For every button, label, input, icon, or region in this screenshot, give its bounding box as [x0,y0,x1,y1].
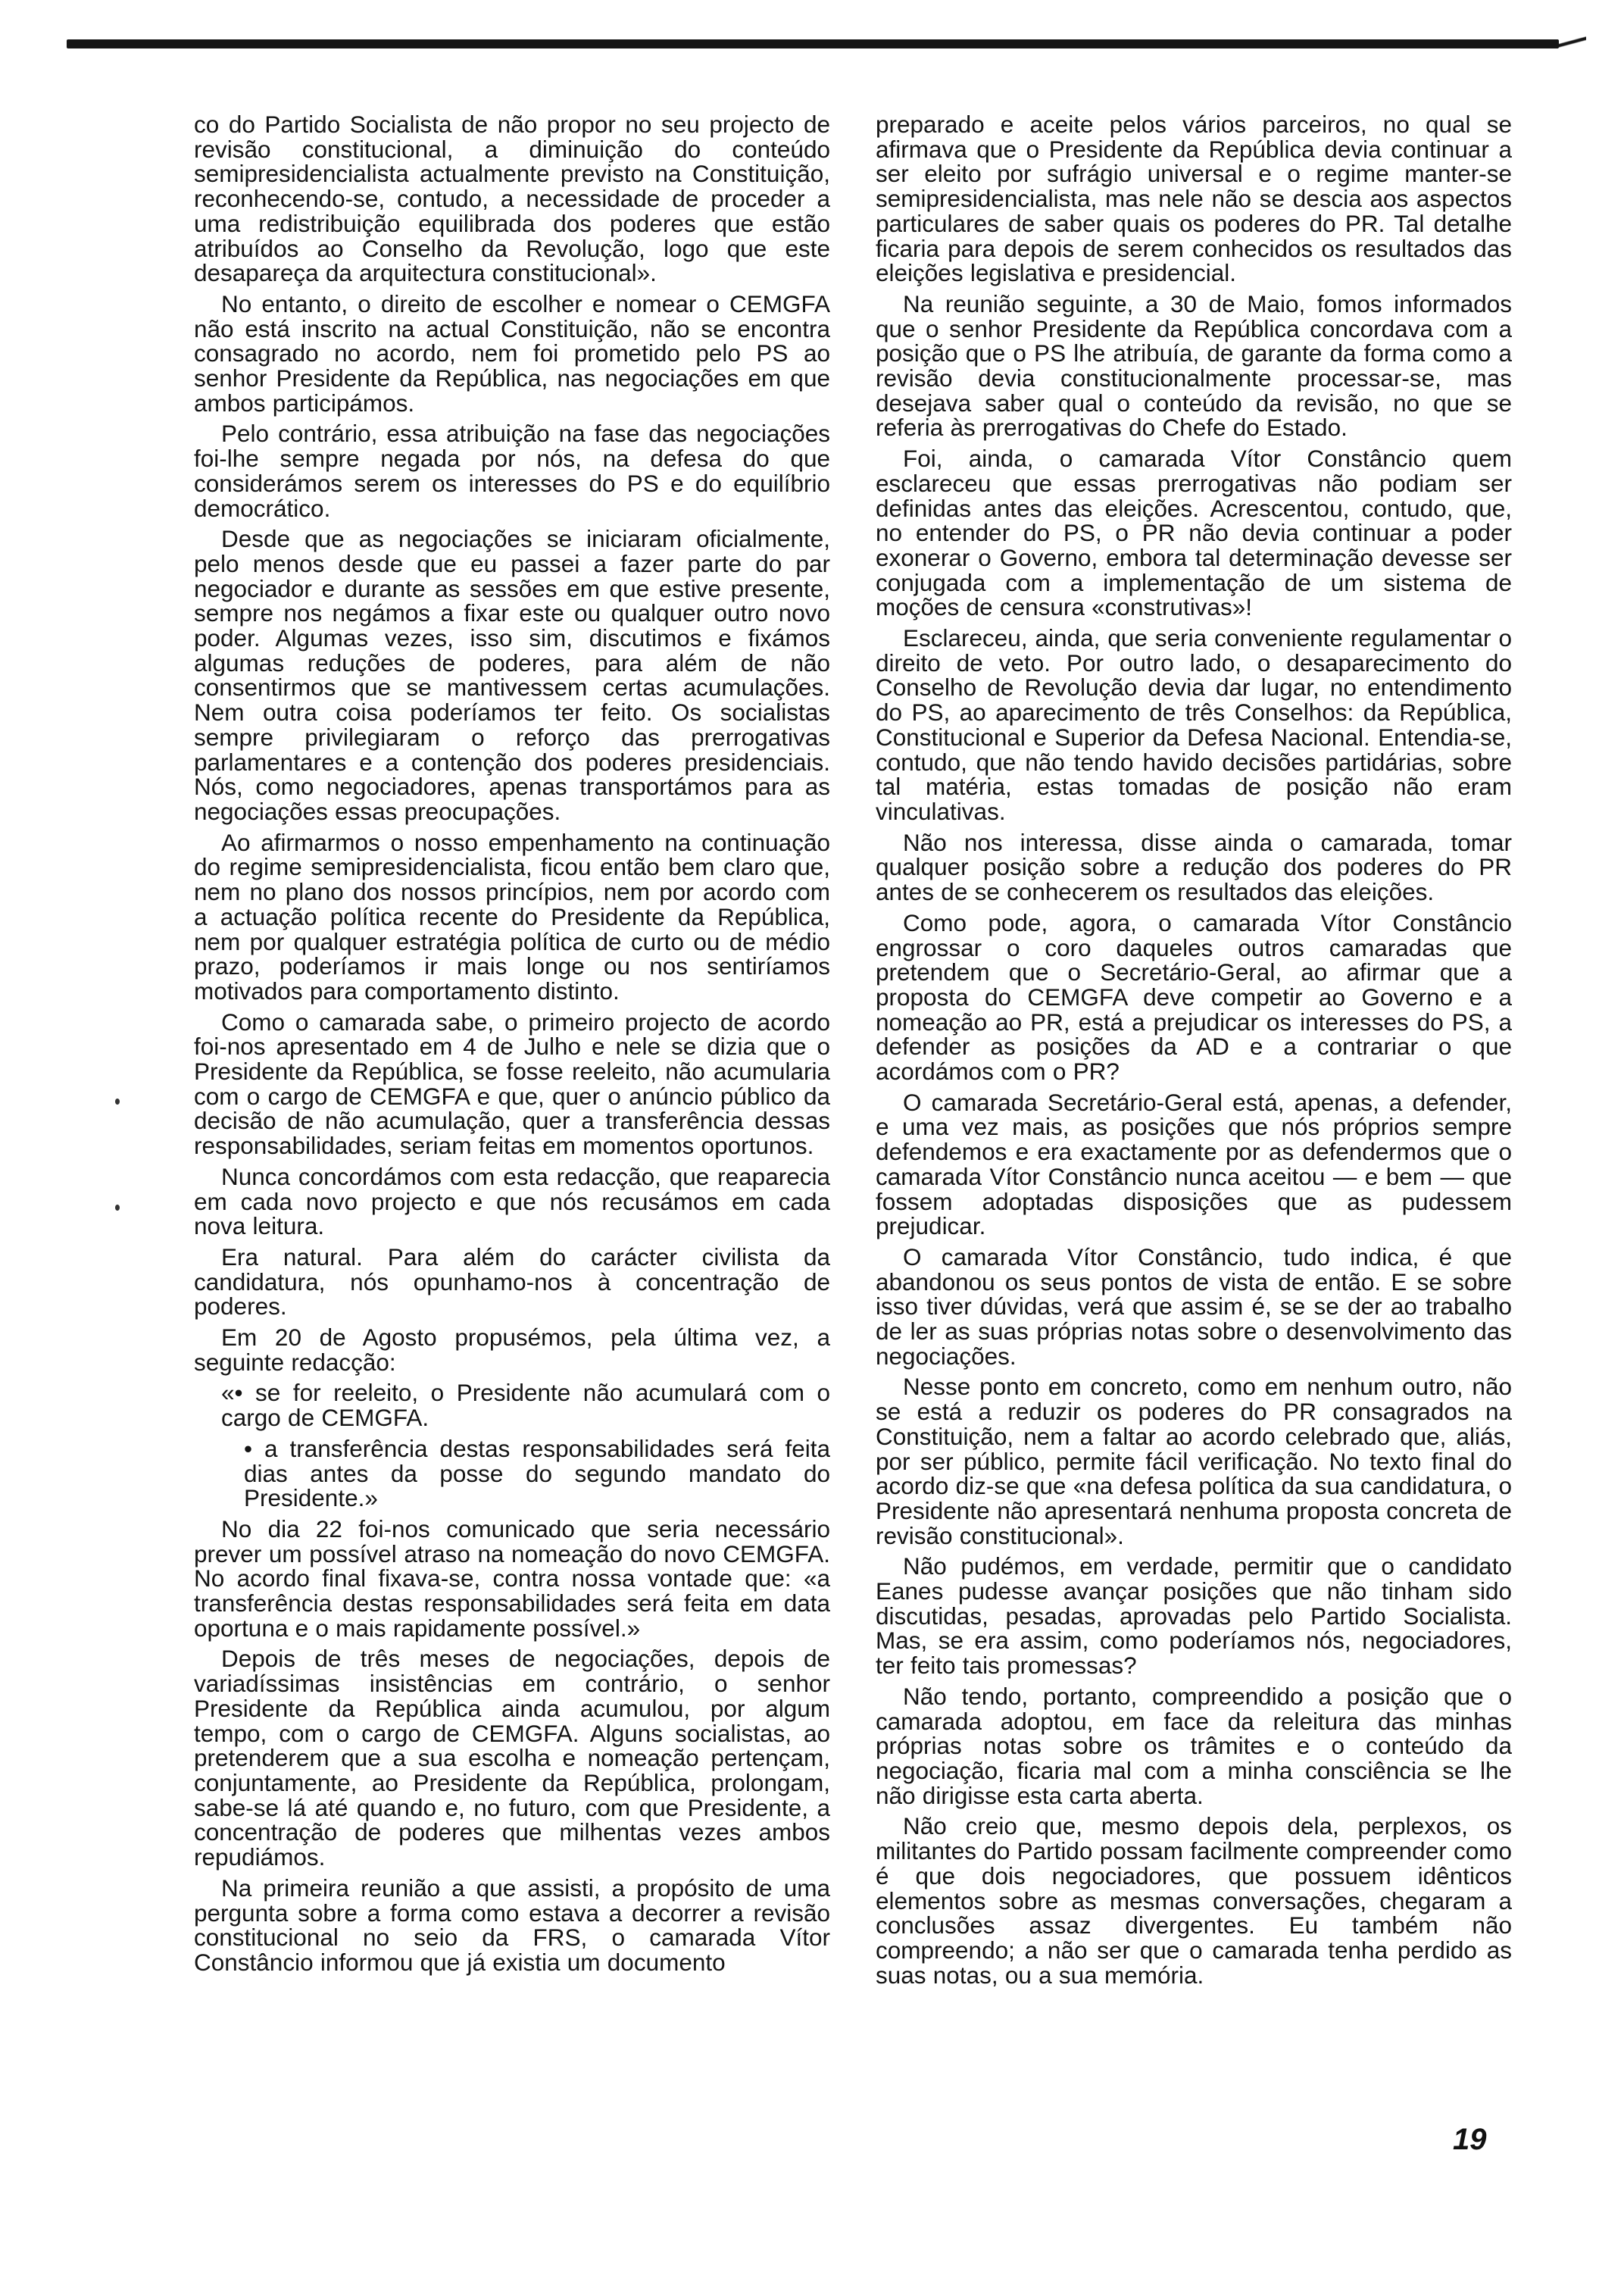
paragraph: Na reunião seguinte, a 30 de Maio, fomos informados que o senhor Presidente da República concordava com a posição que o PS lhe atribuía, de garante da forma como a revisão devia constitucionalmente processar-se, mas desejava saber qual o conteúdo da revisão, no que se referia às prerrogativas do Chefe do Estado. [876,289,1512,442]
paragraph: Nesse ponto em concreto, como em nenhum outro, não se está a reduzir os poderes do PR consagrados na Constituição, nem a faltar ao acordo celebrado que, aliás, por ser público, permite fácil verificação. No texto final do acordo diz-se que «na defesa política da sua candidatura, o Presidente não apresentará nenhuma proposta concreta de revisão constitucional». [876,1373,1512,1549]
right-column [876,112,1512,2173]
paragraph: Como o camarada sabe, o primeiro projecto de acordo foi-nos apresentado em 4 de Julho e nele se dizia que o Presidente da República, se fosse reeleito, não acumularia com o cargo de CEMGFA e que, quer o anúncio público da decisão de não acumulação, quer a transferência dessas responsabilidades, seriam feitas em momentos oportunos. [194,1008,830,1160]
paragraph: Pelo contrário, essa atribuição na fase das negociações foi-lhe sempre negada por nós, na defesa do que considerámos serem os interesses do PS e do equilíbrio democrático. [194,420,830,522]
left-column [194,112,830,2173]
paragraph: Na primeira reunião a que assisti, a propósito de uma pergunta sobre a forma como estava a decorrer a revisão constitucional no seio da FRS, o camarada Vítor Constâncio informou que já existia um documento [194,1874,830,1976]
paragraph: No dia 22 foi-nos comunicado que seria necessário prever um possível atraso na nomeação do novo CEMGFA. No acordo final fixava-se, contra nossa vontade que: «a transferência destas responsabilidades será feita em data oportuna e o mais rapidamente possível.» [194,1514,830,1642]
paragraph: Não tendo, portanto, compreendido a posição que o camarada adoptou, em face da releitura das minhas próprias notas sobre os trâmites e o conteúdo da negociação, ficaria mal com a minha consciência se lhe não dirigisse esta carta aberta. [876,1682,1512,1809]
scan-specks [114,1091,123,1318]
scan-speck [115,1205,120,1211]
quoted-clause: «• se for reeleito, o Presidente não acumulará com o cargo de CEMGFA. [221,1379,830,1432]
paragraph: No entanto, o direito de escolher e nomear o CEMGFA não está inscrito na actual Constituição, não se encontra consagrado no acordo, nem foi prometido pelo PS ao senhor Presidente da República, nas negociações em que ambos participámos. [194,289,830,417]
paragraph: Depois de três meses de negociações, depois de variadíssimas insistências em contrário, o senhor Presidente da República ainda acumulou, por algum tempo, com o cargo de CEMGFA. Alguns socialistas, ao pretenderem que a sua escolha e nomeação pertençam, conjuntamente, ao Presidente da República, prolongam, sabe-se lá até quando e, no futuro, com que Presidente, a concentração de poderes que milhentas vezes ambos repudiámos. [194,1645,830,1871]
top-rule [67,39,1559,48]
paragraph: Ao afirmarmos o nosso empenhamento na continuação do regime semipresidencialista, ficou então bem claro que, nem no plano dos nossos princípios, nem por acordo com a actuação política recente do Presidente da República, nem por qualquer estratégia política de curto ou de médio prazo, poderíamos ir mais longe ou nos sentiríamos motivados para comportamento distinto. [194,828,830,1005]
paragraph: Não creio que, mesmo depois dela, perplexos, os militantes do Partido possam facilmente compreender como é que dois negociadores, que possuem idênticos elementos sobre as mesmas conversações, chegaram a conclusões assaz divergentes. Eu também não compreendo; a não ser que o camarada tenha perdido as suas notas, ou a sua memória. [876,1812,1512,1989]
article-body [194,112,1519,2173]
top-rule-tip [1553,35,1586,48]
quoted-clause: • a transferência destas responsabilidades será feita dias antes da posse do segundo mandato do Presidente.» [244,1434,830,1512]
paragraph: Como pode, agora, o camarada Vítor Constâncio engrossar o coro daqueles outros camaradas que pretendem que o Secretário-Geral, ao afirmar que a proposta do CEMGFA deve competir ao Governo e a nomeação ao PR, está a prejudicar os interesses do PS, a defender as posições da AD e a contrariar o que acordámos com o PR? [876,908,1512,1086]
paragraph: Nunca concordámos com esta redacção, que reaparecia em cada novo projecto e que nós recusámos em cada nova leitura. [194,1162,830,1240]
paragraph: Em 20 de Agosto propusémos, pela última vez, a seguinte redacção: [194,1324,830,1376]
scan-speck [115,1099,120,1105]
paragraph: Não pudémos, em verdade, permitir que o candidato Eanes pudesse avançar posições que não tinham sido discutidas, pesadas, aprovadas pelo Partido Socialista. Mas, se era assim, como poderíamos nós, negociadores, ter feito tais promessas? [876,1552,1512,1680]
paragraph: O camarada Secretário-Geral está, apenas, a defender, e uma vez mais, as posições que nós próprios sempre defendemos e era exactamente por as defendermos que o camarada Vítor Constâncio nunca aceitou — e bem — que fossem adoptadas disposições que as pudessem prejudicar. [876,1088,1512,1240]
page-number: 19 [1453,2123,1487,2156]
paragraph: co do Partido Socialista de não propor no seu projecto de revisão constitucional, a diminuição do conteúdo semipresidencialista actualmente previsto na Constituição, reconhecendo-se, contudo, a necessidade de proceder a uma redistribuição equilibrada dos poderes que estão atribuídos ao Conselho da Revolução, logo que este desapareça da arquitectura constitucional». [194,112,830,287]
paragraph: Não nos interessa, disse ainda o camarada, tomar qualquer posição sobre a redução dos poderes do PR antes de se conhecerem os resultados das eleições. [876,828,1512,906]
paragraph: O camarada Vítor Constâncio, tudo indica, é que abandonou os seus pontos de vista de então. E se sobre isso tiver dúvidas, verá que assim é, se se der ao trabalho de ler as suas próprias notas sobre o desenvolvimento das negociações. [876,1242,1512,1370]
paragraph: preparado e aceite pelos vários parceiros, no qual se afirmava que o Presidente da República devia continuar a ser eleito por sufrágio universal e o regime manter-se semipresidencialista, mas nele não se descia aos aspectos particulares de saber quais os poderes do PR. Tal detalhe ficaria para depois de serem conhecidos os resultados das eleições legislativa e presidencial. [876,112,1512,287]
paragraph: Foi, ainda, o camarada Vítor Constâncio quem esclareceu que essas prerrogativas não podiam ser definidas antes das eleições. Acrescentou, contudo, que, no entender do PS, o PR não devia continuar a poder exonerar o Governo, embora tal determinação devesse ser conjugada com a implementação de um sistema de moções de censura «construtivas»! [876,445,1512,621]
paragraph: Esclareceu, ainda, que seria conveniente regulamentar o direito de veto. Por outro lado, o desaparecimento do Conselho de Revolução devia dar lugar, no entendimento do PS, ao aparecimento de três Conselhos: da República, Constitucional e Superior da Defesa Nacional. Entendia-se, contudo, que não tendo havido decisões partidárias, sobre tal matéria, estas tomadas de posição não eram vinculativas. [876,624,1512,825]
paragraph: Era natural. Para além do carácter civilista da candidatura, nós opunhamo-nos à concentração de poderes. [194,1242,830,1321]
paragraph: Desde que as negociações se iniciaram oficialmente, pelo menos desde que eu passei a fazer parte do par negociador e durante as sessões em que estive presente, sempre nos negámos a fixar este ou qualquer outro novo poder. Algumas vezes, isso sim, discutimos e fixámos algumas reduções de poderes, para além de não consentirmos que se mantivessem certas acumulações. Nem outra coisa poderíamos ter feito. Os socialistas sempre privilegiaram o reforço das prerrogativas parlamentares e a contenção dos poderes presidenciais. Nós, como negociadores, apenas transportámos para as negociações essas preocupações. [194,525,830,825]
